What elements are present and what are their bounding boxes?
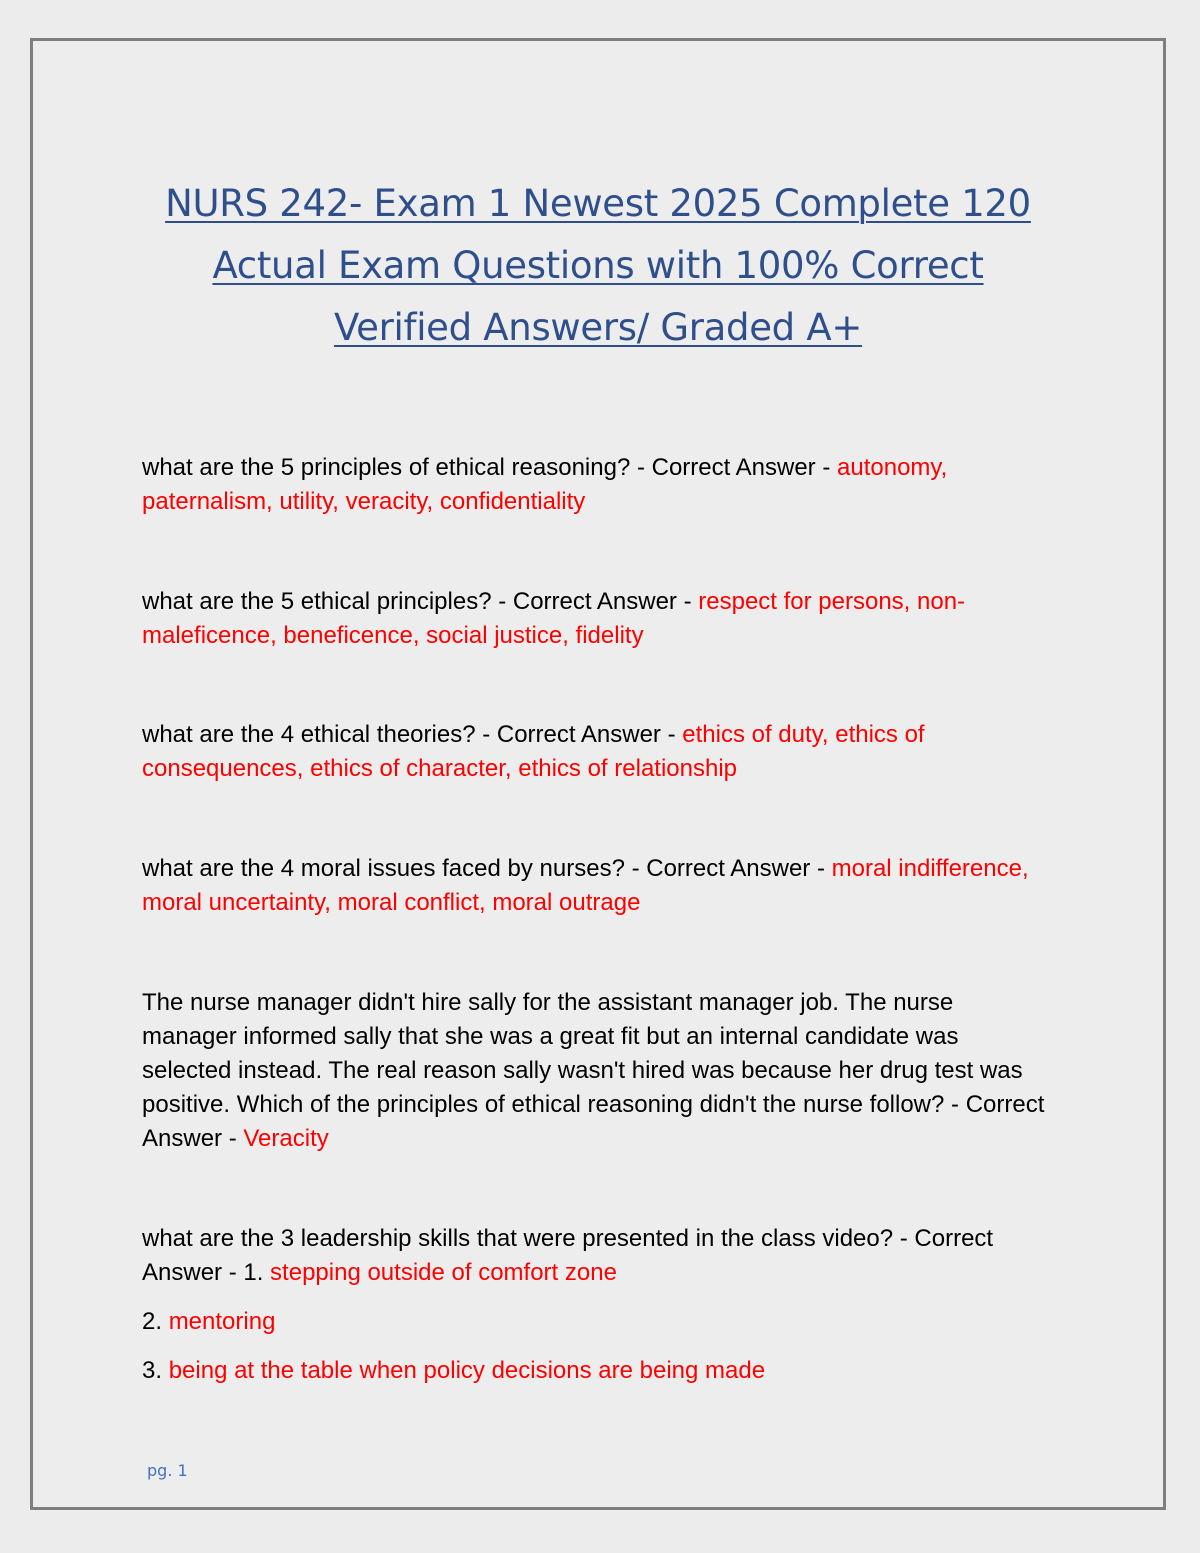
qa-item-5 xyxy=(142,986,1052,1156)
title-line-1: NURS 242- Exam 1 Newest 2025 Complete 120 xyxy=(165,182,1031,225)
answer-text: Veracity xyxy=(243,1125,329,1152)
list-text: being at the table when policy decisions are being made xyxy=(168,1357,766,1384)
question-text: what are the 5 principles of ethical reasoning? - Correct Answer - xyxy=(142,454,838,481)
qa-item-6 xyxy=(142,1222,1052,1290)
list-item-3 xyxy=(142,1354,765,1388)
document-title xyxy=(33,173,1163,359)
qa-item-3 xyxy=(142,718,1052,786)
question-text: The nurse manager didn't hire sally for the assistant manager job. The nurse manager informed sally that she was a great fit but an internal candidate was selected instead. The real reason sally wasn't hired was because her drug test was positive. Which of the principles of ethical reasoning didn't the nurse follow? - Correct Answer - xyxy=(142,989,1045,1152)
question-text: what are the 3 leadership skills that were presented in the class video? - Correct Answer - 1. xyxy=(142,1225,994,1286)
list-item-2 xyxy=(142,1305,275,1339)
question-text: what are the 5 ethical principles? - Correct Answer - xyxy=(142,588,699,615)
list-text: mentoring xyxy=(168,1308,276,1335)
question-text: what are the 4 moral issues faced by nurses? - Correct Answer - xyxy=(142,855,832,882)
answer-text: autonomy, paternalism, utility, veracity, confidentiality xyxy=(142,454,948,515)
answer-text: stepping outside of comfort zone xyxy=(270,1259,617,1286)
list-number: 3. xyxy=(142,1357,169,1384)
answer-text: ethics of duty, ethics of consequences, ethics of character, ethics of relationship xyxy=(142,721,925,782)
title-line-2: Actual Exam Questions with 100% Correct xyxy=(212,244,984,287)
title-line-3: Verified Answers/ Graded A+ xyxy=(333,306,863,349)
document-page xyxy=(30,38,1166,1510)
list-number: 2. xyxy=(142,1308,169,1335)
question-text: what are the 4 ethical theories? - Correct Answer - xyxy=(142,721,683,748)
page-number: pg. 1 xyxy=(147,1461,188,1480)
answer-text: moral indifference, moral uncertainty, moral conflict, moral outrage xyxy=(142,855,1029,916)
qa-item-4 xyxy=(142,852,1052,920)
qa-item-1 xyxy=(142,451,1052,519)
answer-text: respect for persons, non-maleficence, beneficence, social justice, fidelity xyxy=(142,588,966,649)
qa-item-2 xyxy=(142,585,1052,653)
